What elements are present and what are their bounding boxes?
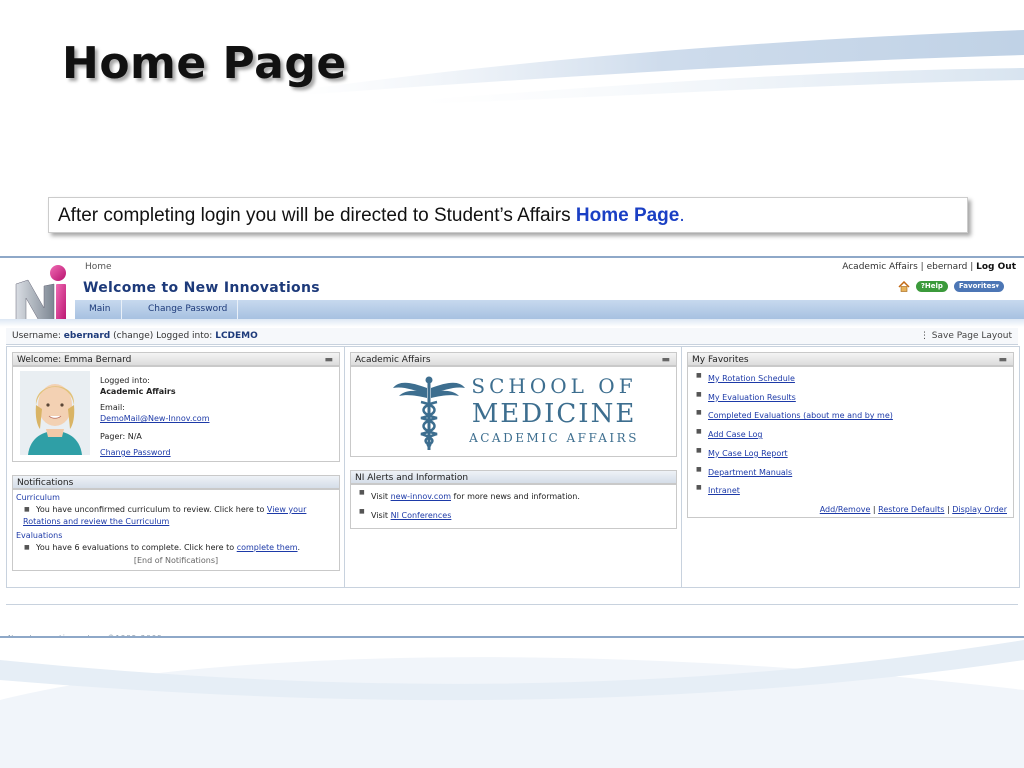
ni-logo	[14, 264, 72, 326]
add-remove-link[interactable]: Add/Remove	[819, 505, 871, 514]
minimize-icon[interactable]: ▬	[324, 355, 333, 365]
alert-text: for more news and information.	[451, 492, 580, 501]
separator: |	[967, 262, 977, 272]
alert-text: Visit	[371, 492, 391, 501]
logout-link[interactable]: Log Out	[976, 262, 1016, 272]
welcome-panel-title: Welcome: Emma Bernard	[17, 355, 132, 365]
notification-curriculum-title: Curriculum	[16, 493, 60, 502]
separator: |	[917, 262, 927, 272]
favorite-link[interactable]: My Case Log Report	[708, 448, 788, 458]
tab-main[interactable]: Main	[79, 300, 122, 319]
username-label: Username:	[12, 331, 61, 341]
logo-line3: ACADEMIC AFFAIRS	[469, 431, 639, 445]
change-user-link[interactable]: (change)	[113, 331, 154, 341]
favorite-item	[696, 370, 1005, 389]
caduceus-icon	[391, 374, 467, 452]
notification-text: You have 6 evaluations to complete. Click here to	[36, 543, 237, 552]
restore-defaults-link[interactable]: Restore Defaults	[878, 505, 945, 514]
caption-highlight: Home Page	[575, 205, 680, 226]
caption-end: .	[679, 205, 685, 226]
notification-evaluations	[24, 542, 336, 554]
alert-item	[359, 487, 668, 506]
alerts-title: NI Alerts and Information	[355, 473, 469, 483]
favorites-panel-title: My Favorites	[692, 355, 749, 365]
home-icon[interactable]	[898, 281, 910, 292]
review-curriculum-link[interactable]: Rotations and review the Curriculum	[23, 517, 170, 526]
caption-text: After completing login you will be directed to Student’s Affairs	[58, 205, 576, 226]
favorite-item	[696, 426, 1005, 445]
left-column	[7, 347, 344, 587]
academic-panel-body	[350, 366, 677, 457]
middle-column	[345, 347, 681, 587]
tab-change-password[interactable]: Change Password	[138, 300, 238, 319]
favorite-item	[696, 464, 1005, 483]
separator: |	[870, 505, 879, 514]
favorites-panel-header	[687, 352, 1014, 366]
favorite-link[interactable]: My Evaluation Results	[708, 392, 796, 402]
favorite-link[interactable]: Completed Evaluations (about me and by me)	[708, 411, 893, 421]
dashboard-panels	[6, 346, 1020, 588]
notification-evaluations-title: Evaluations	[16, 531, 63, 540]
footer-divider	[6, 604, 1018, 605]
alert-text: Visit	[371, 511, 391, 520]
notifications-title: Notifications	[17, 478, 74, 488]
end-of-notifications: [End of Notifications]	[133, 556, 219, 565]
save-page-layout-button[interactable]: ⋮ Save Page Layout	[919, 331, 1012, 341]
logged-label: Logged into:	[156, 331, 213, 341]
favorite-item	[696, 445, 1005, 464]
new-innov-link[interactable]: new-innov.com	[390, 492, 452, 501]
top-right-links	[842, 262, 1016, 272]
user-link[interactable]: ebernard	[926, 262, 968, 272]
academic-panel-title: Academic Affairs	[355, 355, 431, 365]
favorites-panel-body	[687, 366, 1014, 518]
user-avatar	[20, 371, 90, 455]
user-info-bar	[6, 328, 1018, 345]
favorites-actions	[820, 505, 1007, 514]
display-order-link[interactable]: Display Order	[952, 505, 1007, 514]
favorite-link[interactable]: Add Case Log	[708, 430, 763, 440]
favorite-link[interactable]: Department Manuals	[708, 467, 793, 477]
notifications-header	[12, 475, 340, 489]
view-rotations-link[interactable]: View your	[266, 505, 307, 514]
app-screenshot	[0, 256, 1024, 638]
email-label: Email:	[100, 403, 125, 412]
slide-caption	[48, 197, 968, 233]
notification-curriculum	[24, 504, 336, 516]
welcome-panel-body	[12, 366, 340, 462]
notification-end-dot: .	[297, 543, 301, 552]
favorites-button[interactable]: Favorites▾	[954, 281, 1004, 292]
notification-text: You have unconfirmed curriculum to review. Click here to	[36, 505, 267, 514]
logged-into-label: Logged into:	[100, 376, 150, 385]
app-title: Welcome to New Innovations	[83, 280, 320, 296]
alerts-body	[350, 484, 677, 529]
change-password-link[interactable]: Change Password	[100, 448, 171, 457]
toolbar-icons	[898, 281, 1004, 292]
breadcrumb[interactable]: Home	[85, 262, 112, 272]
logo-line1: SCHOOL OF	[471, 374, 637, 398]
logo-line2: MEDICINE	[471, 399, 637, 429]
favorite-link[interactable]: Intranet	[708, 486, 740, 496]
academic-panel-header	[350, 352, 677, 366]
school-logo-text	[469, 373, 639, 447]
welcome-details	[100, 375, 210, 458]
right-column	[682, 347, 1019, 587]
minimize-icon[interactable]: ▬	[661, 355, 670, 365]
slide-title: Home Page	[62, 38, 347, 89]
help-button[interactable]: ?Help	[916, 281, 948, 292]
pager-text: Pager: N/A	[100, 432, 142, 441]
logged-value: LCDEMO	[215, 331, 258, 341]
bottom-border	[0, 636, 1024, 638]
complete-evaluations-link[interactable]: complete them	[236, 543, 298, 552]
department-link[interactable]: Academic Affairs	[842, 262, 918, 272]
welcome-panel-header	[12, 352, 340, 366]
nav-bar	[75, 300, 1024, 319]
alerts-header	[350, 470, 677, 484]
user-info	[12, 331, 258, 341]
alert-item	[359, 506, 668, 525]
ni-conferences-link[interactable]: NI Conferences	[390, 511, 452, 520]
favorite-link[interactable]: My Rotation Schedule	[708, 374, 795, 383]
username-value: ebernard	[63, 331, 111, 341]
separator: |	[944, 505, 953, 514]
favorite-item	[696, 407, 1005, 426]
minimize-icon[interactable]: ▬	[998, 355, 1007, 365]
favorite-item	[696, 389, 1005, 408]
header-band	[0, 319, 1024, 327]
favorite-item	[696, 482, 1005, 501]
logged-into-value: Academic Affairs	[100, 387, 176, 396]
notifications-body	[12, 489, 340, 571]
email-link[interactable]: DemoMail@New-Innov.com	[100, 414, 210, 423]
